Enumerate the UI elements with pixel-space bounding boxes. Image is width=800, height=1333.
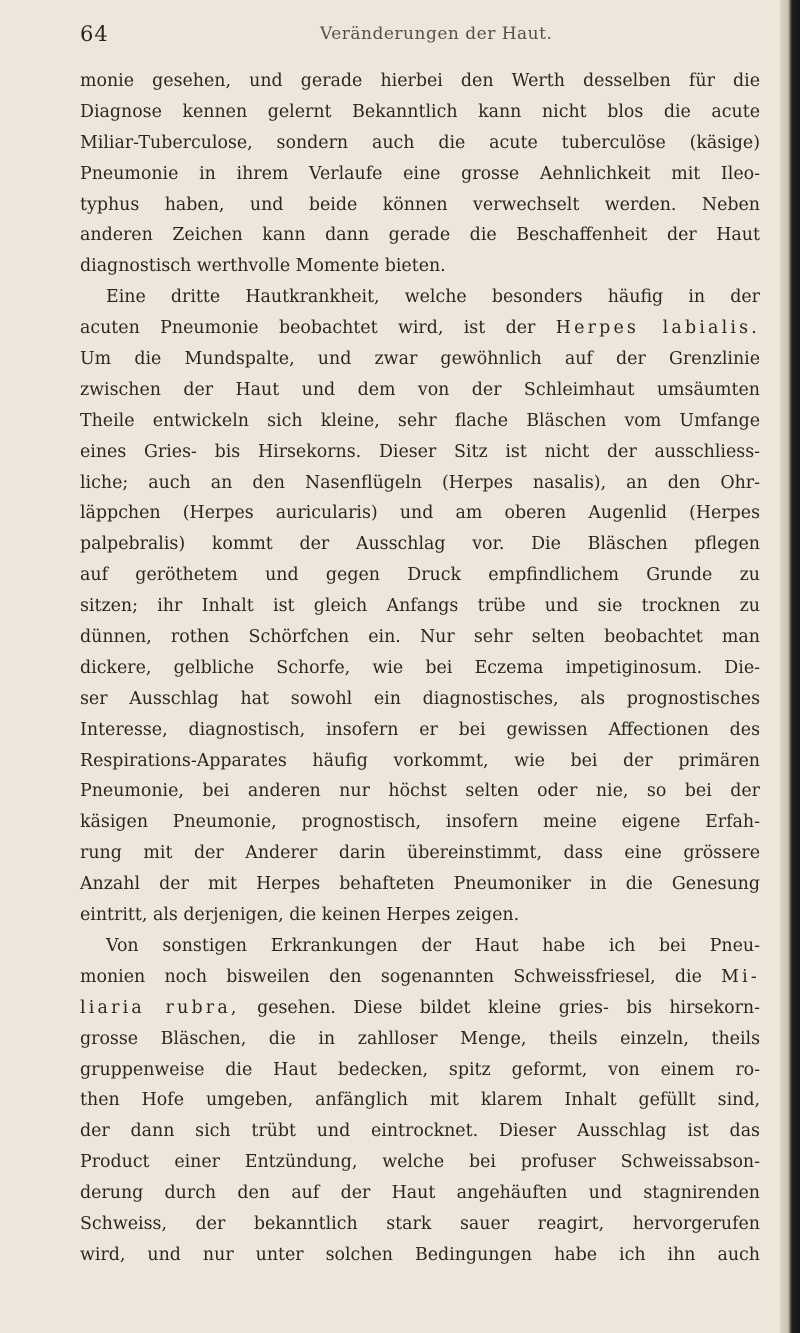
text-line: auf geröthetem und gegen Druck empfindlichem Grunde zu	[80, 565, 760, 586]
text-line: Pneumonie in ihrem Verlaufe eine grosse Aehnlichkeit mit Ileo-	[80, 163, 760, 184]
line-text: gesehen. Diese bildet kleine gries- bis hirsekorn-	[257, 997, 761, 1018]
text-line: sitzen; ihr Inhalt ist gleich Anfangs trübe und sie trocknen zu	[80, 596, 760, 617]
text-line: eintritt, als derjenigen, die keinen Herpes zeigen.	[80, 905, 520, 926]
text-line-herpes	[80, 313, 760, 344]
text-line: liche; auch an den Nasenflügeln (Herpes nasalis), an den Ohr-	[80, 472, 760, 493]
text-line: Schweiss, der bekanntlich stark sauer reagirt, hervorgerufen	[80, 1213, 760, 1234]
body-text	[80, 66, 760, 1271]
text-line: Anzahl der mit Herpes behafteten Pneumoniker in die Genesung	[80, 874, 760, 895]
text-line: anderen Zeichen kann dann gerade die Beschaffenheit der Haut	[80, 225, 760, 246]
text-line: wird, und nur unter solchen Bedingungen habe ich ihn auch	[80, 1244, 760, 1265]
text-line: dickere, gelbliche Schorfe, wie bei Eczema impetiginosum. Die-	[80, 657, 760, 678]
text-line-miliaria	[80, 962, 760, 993]
page-number: 64	[80, 22, 109, 46]
running-head: Veränderungen der Haut.	[320, 24, 553, 44]
text-line: Um die Mundspalte, und zwar gewöhnlich auf der Grenzlinie	[80, 349, 760, 370]
text-line: grosse Bläschen, die in zahlloser Menge, theils einzeln, theils	[80, 1028, 760, 1049]
text-line: Product einer Entzündung, welche bei profuser Schweissabson-	[80, 1152, 760, 1173]
text-line: der dann sich trübt und eintrocknet. Dieser Ausschlag ist das	[80, 1121, 760, 1142]
text-line: Pneumonie, bei anderen nur höchst selten oder nie, so bei der	[80, 781, 760, 802]
text-line: eines Gries- bis Hirsekorns. Dieser Sitz ist nicht der ausschliess-	[80, 441, 760, 462]
text-line: dünnen, rothen Schörfchen ein. Nur sehr selten beobachtet man	[80, 627, 760, 648]
text-line: Miliar-Tuberculose, sondern auch die acute tuberculöse (käsige)	[80, 132, 760, 153]
text-line: Theile entwickeln sich kleine, sehr flache Bläschen vom Umfange	[80, 410, 760, 431]
text-line: zwischen der Haut und dem von der Schleimhaut umsäumten	[80, 379, 760, 400]
text-line: läppchen (Herpes auricularis) und am oberen Augenlid (Herpes	[80, 503, 760, 524]
text-line: Eine dritte Hautkrankheit, welche besonders häufig in der	[106, 287, 760, 308]
text-line: Respirations-Apparates häufig vorkommt, wie bei der primären	[80, 750, 760, 771]
text-line: rung mit der Anderer darin übereinstimmt, dass eine grössere	[80, 843, 760, 864]
text-line-miliaria-rubra	[80, 993, 760, 1024]
line-text: acuten Pneumonie beobachtet wird, ist der	[80, 318, 536, 339]
text-line: then Hofe umgeben, anfänglich mit klarem Inhalt gefüllt sind,	[80, 1090, 760, 1111]
page-header	[80, 20, 760, 48]
text-line: palpebralis) kommt der Ausschlag vor. Die Bläschen pflegen	[80, 534, 760, 555]
text-line: Diagnose kennen gelernt Bekanntlich kann nicht blos die acute	[80, 101, 760, 122]
text-line: käsigen Pneumonie, prognostisch, insofern meine eigene Erfah-	[80, 812, 760, 833]
term-herpes-labialis: Herpes labialis.	[555, 318, 761, 339]
text-line: derung durch den auf der Haut angehäuften und stagnirenden	[80, 1183, 760, 1204]
text-line: diagnostisch werthvolle Momente bieten.	[80, 256, 446, 277]
line-text: monien noch bisweilen den sogenannten Schweissfriesel, die	[80, 966, 702, 987]
text-line: typhus haben, und beide können verwechselt werden. Neben	[80, 194, 760, 215]
text-line: ser Ausschlag hat sowohl ein diagnostisches, als prognostisches	[80, 688, 760, 709]
text-line: monie gesehen, und gerade hierbei den Werth desselben für die	[80, 71, 760, 91]
term-miliaria-start: Mi-	[721, 966, 761, 987]
page-edge-shadow	[780, 0, 800, 1333]
text-line: Interesse, diagnostisch, insofern er bei gewissen Affectionen des	[80, 719, 760, 740]
text-line: gruppenweise die Haut bedecken, spitz geformt, von einem ro-	[80, 1059, 760, 1080]
term-miliaria-rubra: liaria rubra,	[80, 997, 240, 1018]
text-line: Von sonstigen Erkrankungen der Haut habe ich bei Pneu-	[106, 935, 760, 956]
